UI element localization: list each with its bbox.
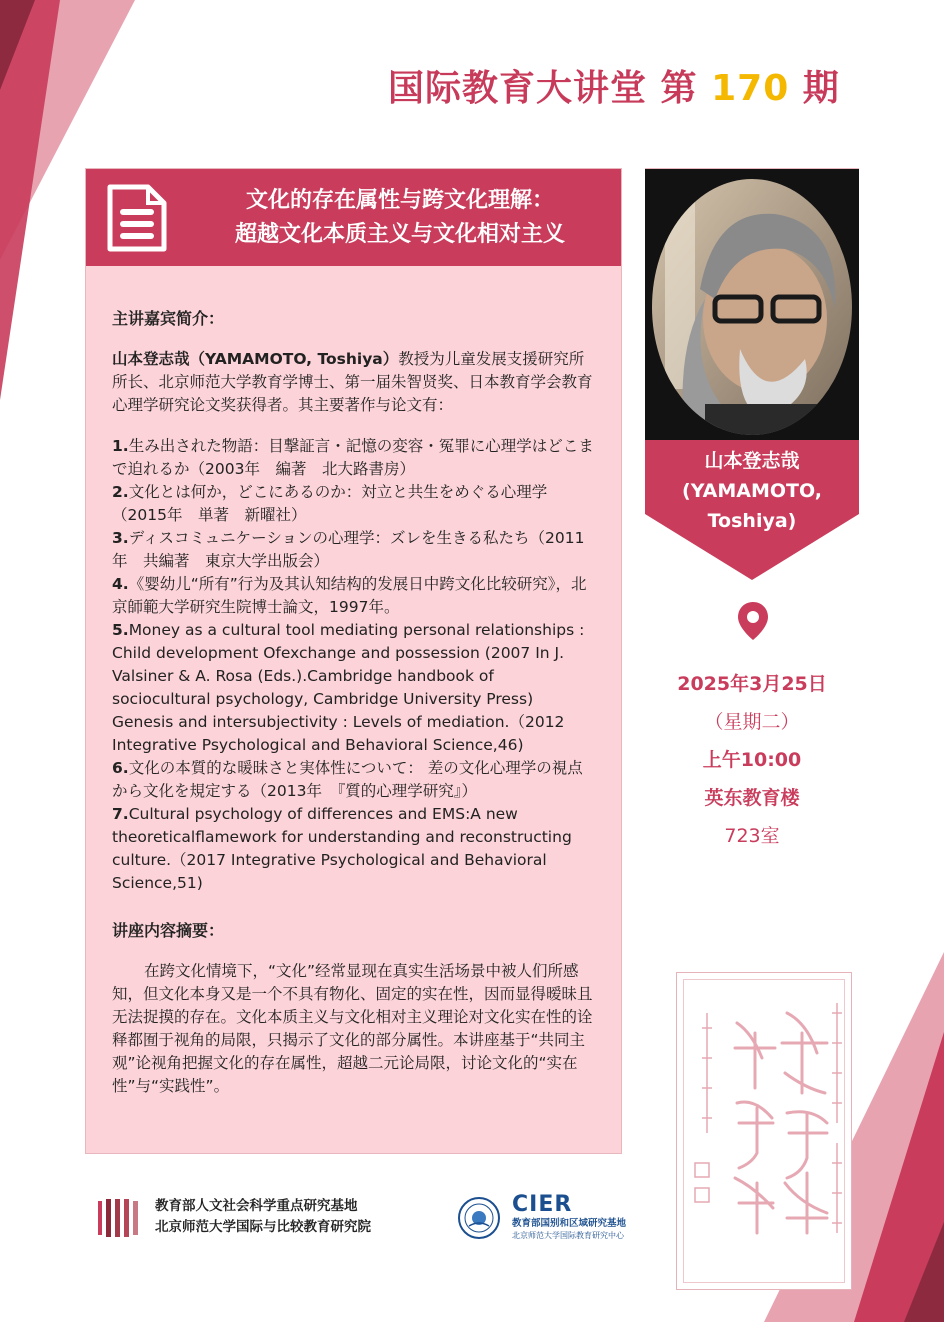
bio-text: 教授为儿童发展支援研究所所长、北京师范大学教育学博士、第一届朱智贤奖、日本教育学会教育心理学研究论文奖获得者。其主要著作与论文有： <box>112 350 593 414</box>
lecture-title-band <box>86 169 621 266</box>
list-item: 6.文化の本質的な暖昧さと実体性について： 差の文化心理学の視点から文化を規定する（2013年 『質的心理学研究』） <box>112 759 583 800</box>
cier-label <box>512 1192 626 1241</box>
event-weekday: （星期二） <box>704 711 800 733</box>
event-time: 上午10:00 <box>702 749 802 771</box>
research-institute-name <box>155 1196 371 1238</box>
cier-line1: 教育部国别和区域研究基地 <box>512 1218 627 1229</box>
calligraphy-strokes <box>677 973 853 1291</box>
speaker-name-line3: Toshiya) <box>707 510 797 532</box>
speaker-name-line1: 山本登志哉 <box>704 450 800 472</box>
event-building: 英东教育楼 <box>704 787 800 809</box>
event-room: 723室 <box>724 825 780 847</box>
document-icon <box>104 183 170 253</box>
cier-line2: 北京师范大学国际教育研究中心 <box>512 1231 624 1240</box>
lecture-panel <box>85 168 622 1154</box>
event-info <box>645 665 859 855</box>
lecture-content <box>112 307 596 1098</box>
cier-abbr: CIER <box>512 1192 573 1217</box>
list-item: 2.文化とは何か，どこにあるのか：対立と共生をめぐる心理学（2015年 単著 新曜社） <box>112 483 548 524</box>
org-line1: 教育部人文社会科学重点研究基地 <box>155 1198 358 1214</box>
title-prefix: 国际教育大讲堂 第 <box>388 68 698 109</box>
org-line2: 北京师范大学国际与比较教育研究院 <box>155 1219 371 1235</box>
list-item: 4.《婴幼儿“所有”行为及其认知结构的发展日中跨文化比较研究》，北京師範大学研究生院博士論文，1997年。 <box>112 575 587 616</box>
list-item: 5.Money as a cultural tool mediating personal relationships : Child development Ofexchange and possession (2007 In J. Valsiner & A. Rosa (Eds.).Cambridge handbook of sociocultural psychology, Cambridge University Press) Genesis and intersubjectivity : Levels of mediation.（2012 Integrative Psychological and Behavioral Science,46) <box>112 621 585 754</box>
research-institute-logo <box>98 1197 144 1239</box>
summary-heading: 讲座内容摘要： <box>112 921 225 940</box>
lecture-title-line2: 超越文化本质主义与文化相对主义 <box>234 222 565 247</box>
lecture-title <box>190 184 610 252</box>
speaker-name <box>645 446 859 536</box>
speaker-photo-card <box>645 168 859 441</box>
summary-paragraph: 在跨文化情境下，“文化”经常显现在真实生活场景中被人们所感知，但文化本身又是一个不具有物化、固定的实在性，因而显得暧昧且无法捉摸的存在。文化本质主义与文化相对主义理论对文化实在性的诠释都囿于视角的局限，只揭示了文化的部分属性。本讲座基于“共同主观”论视角把握文化的存在属性，超越二元论局限，讨论文化的“实在性”与“实践性”。 <box>112 962 593 1095</box>
page-title <box>388 60 888 111</box>
issue-number: 170 <box>711 68 790 109</box>
title-suffix: 期 <box>802 68 840 109</box>
speaker-name-line2: (YAMAMOTO, <box>682 480 822 502</box>
speaker-name-inline: 山本登志哉（YAMAMOTO, Toshiya） <box>112 350 399 368</box>
works-list <box>112 435 596 895</box>
list-item: 3.ディスコミュニケーションの心理学：ズレを生きる私たち（2011年 共編著 東京大学出版会） <box>112 529 585 570</box>
speaker-photo <box>645 169 859 441</box>
calligraphy-artwork <box>676 972 852 1290</box>
list-item: 1.生み出された物語：目撃証言・記憶の変容・冤罪に心理学はどこまで迫れるか（2003年 編著 北大路書房） <box>112 437 594 478</box>
event-date: 2025年3月25日 <box>677 673 827 695</box>
bio-heading: 主讲嘉宾简介： <box>112 309 225 328</box>
lecture-title-line1: 文化的存在属性与跨文化理解： <box>245 188 554 213</box>
list-item: 7.Cultural psychology of differences and EMS:A new theoreticalflamework for understanding and reconstructing culture.（2017 Integrative Psychological and Behavioral Science,51) <box>112 805 572 892</box>
cier-seal-icon <box>457 1196 501 1240</box>
location-pin-icon <box>735 600 771 642</box>
bio-paragraph <box>112 348 596 417</box>
